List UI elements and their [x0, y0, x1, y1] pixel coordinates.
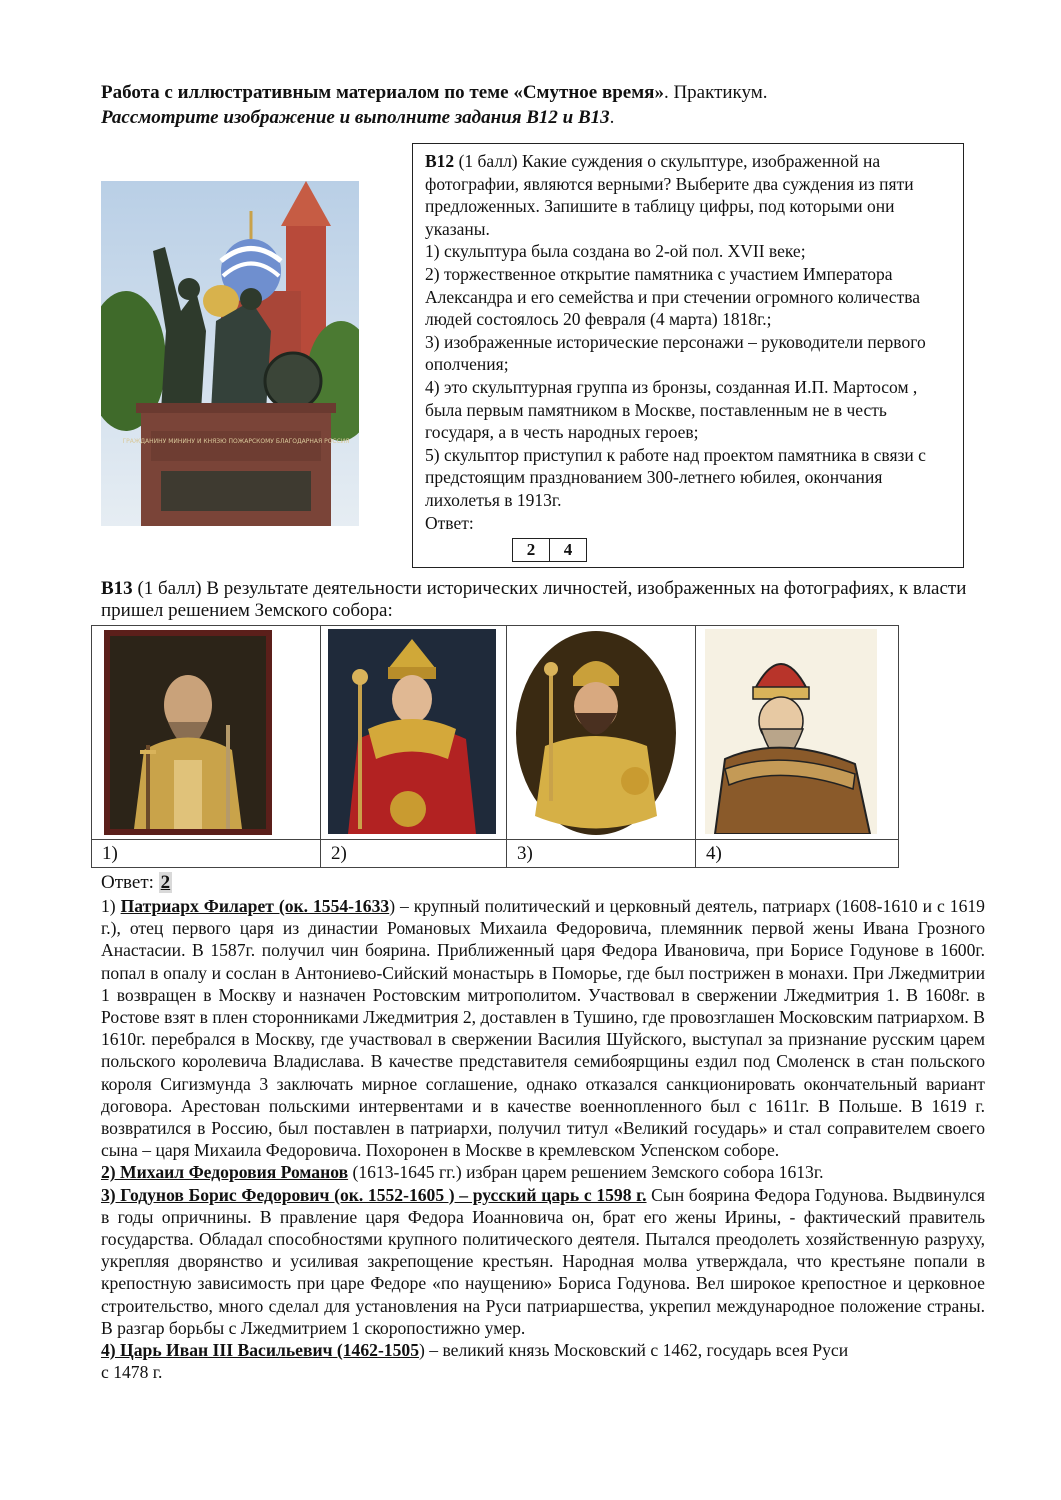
b12-answer-table [512, 538, 587, 562]
bio-filaret [101, 895, 985, 1161]
b13-answer-label: Ответ: [101, 872, 159, 893]
b12-points: (1 балл) Какие суждения о скульптуре, изображенной на фотографии, являются верными? Выберите два суждения из пяти предложенных. Запишите в таблицу цифры, под которыми они указаны. [425, 151, 914, 239]
bio-prefix: 1) [101, 896, 121, 916]
title-rest: . Практикум. [663, 82, 768, 103]
portrait-cell-2 [321, 626, 507, 867]
task-b13 [101, 578, 971, 622]
bio-ivan [101, 1339, 985, 1383]
subtitle-end: . [609, 107, 615, 128]
page-subtitle [101, 107, 614, 129]
minin-pozharsky-monument-photo [101, 181, 359, 526]
portraits-table [91, 625, 899, 868]
b13-answer-value: 2 [160, 872, 171, 893]
b12-option: 1) скульптура была создана во 2-ой пол. XVII веке; [425, 241, 806, 262]
portrait-boris-godunov [515, 631, 677, 836]
bio-text: ) – великий князь Московский с 1462, государь всея Руси [419, 1340, 849, 1361]
bio-godunov [101, 1184, 985, 1339]
portrait-filaret [104, 630, 272, 835]
bio-text: ) – крупный политический и церковный деятель, патриарх (1608-1610 и с 1619 г.), отец первого царя из династии Романовых Михаила Федоровича, племянник первой жены Ивана Грозного Анастасии. В 1587г. получил чин боярина. Приближенный царя Федора Ивановича, при Борисе Годунове в 1600г. попал в опалу и сослан в Антониево-Сийский монастырь в Поморье, где был пострижен в монахи. При Лжедмитрии 1 возвращен в Москву и назначен Ростовским митрополитом. Участвовал в свержении Лжедмитрия 1. В 1608г. в Ростове взят в плен сторонниками Лжедмитрия 2, доставлен в Тушино, где провозглашен Московским патриархом. В 1610г. перебрался в Москву, где участвовал в свержении Василия Шуйского, выступал за признание русским царем польского королевича Владислава. В качестве представителя семибоярщины ездил под Смоленск в стан польского короля Сигизмунда 3 заключать мирное соглашение, однако отказался санкционировать окончательный вариант договора. Арестован польскими интервентами и в качестве военнопленного был с 1611г. В Польше. В 1619 г. возвратился в Россию, был поставлен в патриархи, получил титул «Великий государь» и стал соправителем своего сына – царя Михаила Федоровича. Похоронен в Москве в кремлевском Успенском соборе. [101, 896, 985, 1161]
bio-text: Сын боярина Федора Годунова. Выдвинулся в годы опричнины. В правление царя Федора Иоанновича он, брат его жены Ирины, - фактический правитель государства. Обладал способностями крупного политического деятеля. Пытался преодолеть хозяйственную разруху, укрепляя дворянство и усиливая закрепощение крестьян. Народная молва утверждала, что крестьяне попали в крепостную зависимость при царе Федоре «по наущению» Бориса Годунова. Вел широкое крепостное и церковное строительство, много сделал для установления на Руси патриаршества, укрепил международное положение страны. В разгар борьбы с Лжедмитрием 1 скоропостижно умер. [101, 1184, 985, 1338]
portrait-cell-3 [507, 626, 696, 867]
b13-text: (1 балл) В результате деятельности исторических личностей, изображенных на фотографиях, к власти пришел решением Земского собора: [101, 578, 967, 621]
monument-inscription: ГРАЖДАНИНУ МИНИНУ И КНЯЗЮ ПОЖАРСКОМУ БЛАГОДАРНАЯ РОССИЯ [122, 438, 350, 445]
bio-mikhail [101, 1161, 985, 1183]
bio-text: (1613-1645 гг.) избран царем решением Земского собора 1613г. [348, 1162, 824, 1183]
title-bold: Работа с иллюстративным материалом по теме «Смутное время [101, 82, 655, 103]
subtitle-text: Рассмотрите изображение и выполните задания В12 и В13 [101, 107, 610, 128]
b12-answer-label: Ответ: [425, 512, 474, 533]
b13-answer [101, 872, 172, 894]
b12-option: 3) изображенные исторические персонажи – руководители первого ополчения; [425, 331, 926, 375]
b12-answer-cell: 4 [550, 539, 587, 562]
bio-title: 3) Годунов Борис Федорович (ок. 1552-1605 ) – русский царь с 1598 г. [101, 1184, 647, 1205]
b12-option: 4) это скульптурная группа из бронзы, созданная И.П. Мартосом , была первым памятником в Москве, поставленным не в честь государя, а в честь народных героев; [425, 376, 918, 443]
biographies [101, 895, 985, 1383]
page-title: Работа с иллюстративным материалом по теме «Смутное время». Практикум. [101, 82, 768, 103]
b12-answer-cell: 2 [513, 539, 550, 562]
b12-label: В12 [425, 151, 455, 171]
task-b12 [412, 143, 964, 568]
b12-option: 5) скульптор приступил к работе над проектом памятника в связи с предстоящим празднованием 300-летнего юбилея, окончания лихолетья в 1913г. [425, 444, 926, 510]
portrait-cell-1 [92, 626, 321, 867]
b12-question [425, 150, 951, 240]
b12-option: 2) торжественное открытие памятника с участием Императора Александра и его семейства и при стечении огромного количества людей состоялось 20 февраля (4 марта) 1818г.; [425, 263, 921, 330]
bio-title: 4) Царь Иван III Васильевич (1462-1505 [101, 1340, 419, 1361]
portrait-number: 4) [706, 843, 722, 864]
bio-title: 2) Михаил Федоровия Романов [101, 1162, 349, 1183]
bio-text-line2: с 1478 г. [101, 1362, 163, 1383]
portrait-mikhail-romanov [328, 629, 496, 834]
portrait-number: 1) [102, 843, 118, 864]
portrait-number: 2) [331, 843, 347, 864]
portrait-cell-4 [696, 626, 898, 867]
portrait-ivan-iii [705, 629, 877, 834]
b13-label: В13 [101, 578, 133, 599]
portrait-number: 3) [517, 843, 533, 864]
bio-title: Патриарх Филарет (ок. 1554-1633 [120, 896, 390, 916]
